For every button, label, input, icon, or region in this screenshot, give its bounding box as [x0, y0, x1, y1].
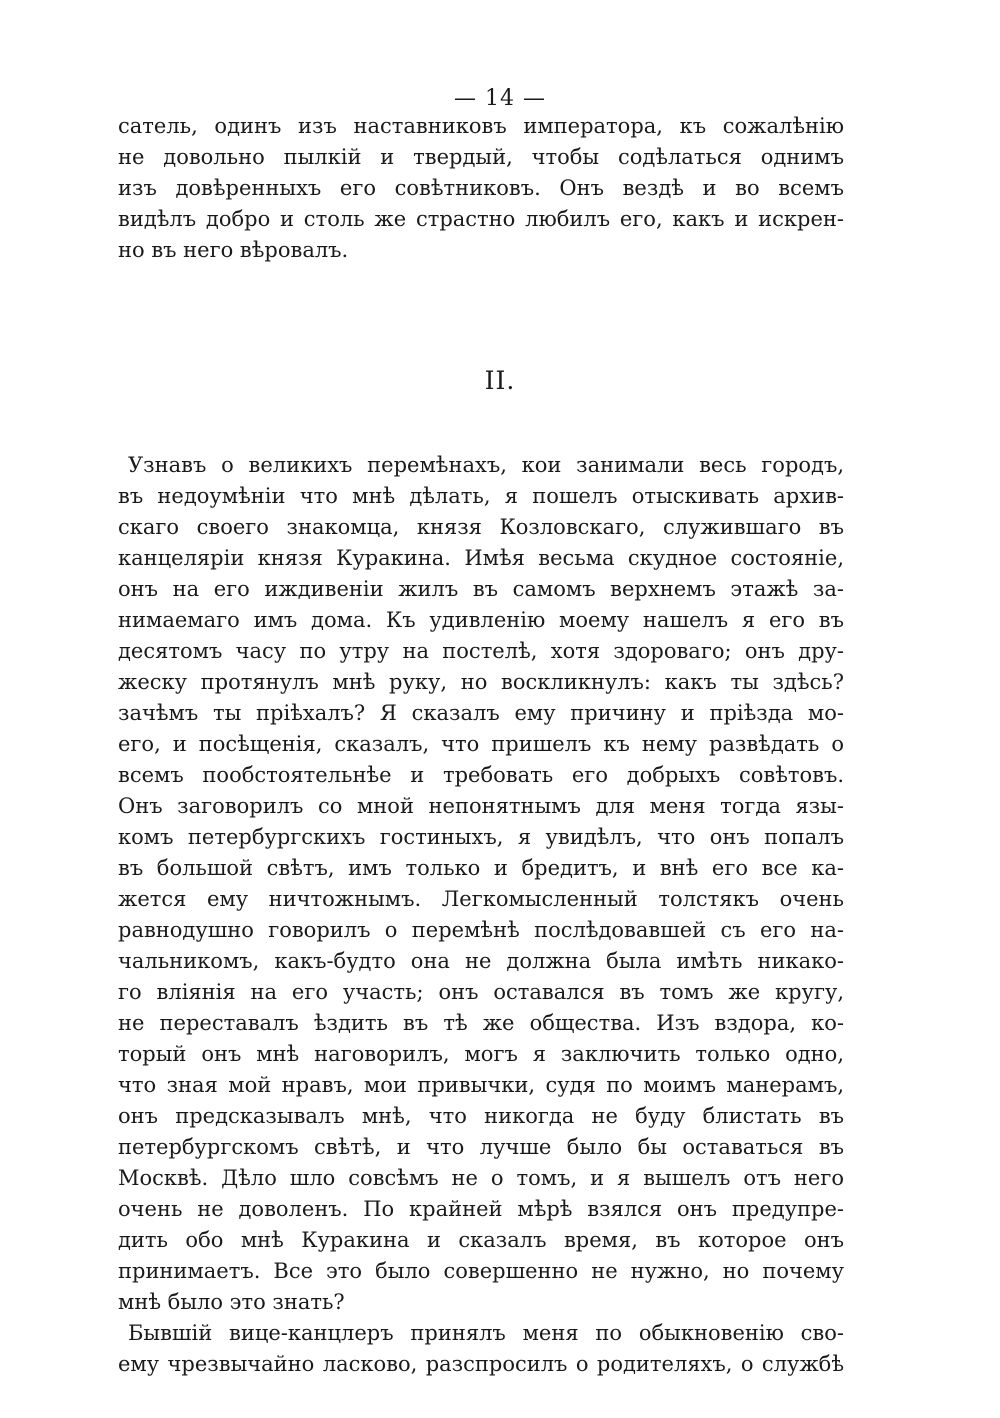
text-line: очень не доволенъ. По крайней мѣрѣ взялся онъ предупре- [118, 1197, 844, 1221]
text-line: канцеляріи князя Куракина. Имѣя весьма скудное состояніе, [118, 546, 844, 570]
text-line: торый онъ мнѣ наговорилъ, могъ я заключить только одно, [118, 1042, 844, 1066]
text-line: что зная мой нравъ, мои привычки, судя по моимъ манерамъ, [118, 1073, 844, 1097]
chapter-body [118, 450, 844, 1380]
text-line: десятомъ часу по утру на постелѣ, хотя здороваго; онъ дру- [118, 639, 844, 663]
text-line: въ недоумѣніи что мнѣ дѣлать, я пошелъ отыскивать архив- [118, 484, 844, 508]
text-line: равнодушно говорилъ о перемѣнѣ послѣдовавшей съ его на- [118, 918, 844, 942]
text-line: петербургскомъ свѣтѣ, и что лучше было бы оставаться въ [118, 1135, 844, 1159]
page-number: — 14 — [454, 86, 546, 111]
text-line: онъ предсказывалъ мнѣ, что никогда не буду блистать въ [118, 1104, 844, 1128]
text-line: Онъ заговорилъ со мной непонятнымъ для меня тогда язы- [118, 794, 844, 818]
text-line: въ большой свѣтъ, имъ только и бредитъ, и внѣ его все ка- [118, 856, 844, 880]
text-line: принимаетъ. Все это было совершенно не нужно, но почему [118, 1259, 844, 1283]
text-line: го вліянія на его участь; онъ оставался въ томъ же кругу, [118, 980, 844, 1004]
text-line: всемъ пообстоятельнѣе и требовать его добрыхъ совѣтовъ. [118, 763, 844, 787]
text-line: скаго своего знакомца, князя Козловскаго, служившаго въ [118, 515, 844, 539]
text-line: видѣлъ добро и столь же страстно любилъ его, какъ и искрен- [118, 207, 844, 231]
text-line: жется ему ничтожнымъ. Легкомысленный толстякъ очень [118, 887, 844, 911]
intro-paragraph [118, 111, 844, 266]
chapter-heading: II. [484, 366, 516, 395]
text-line: зачѣмъ ты пріѣхалъ? Я сказалъ ему причину и пріѣзда мо- [118, 701, 844, 725]
text-line: дить обо мнѣ Куракина и сказалъ время, въ которое онъ [118, 1228, 844, 1252]
text-line: его, и посѣщенія, сказалъ, что пришелъ къ нему развѣдать о [118, 732, 844, 756]
text-line: Москвѣ. Дѣло шло совсѣмъ не о томъ, и я вышелъ отъ него [118, 1166, 844, 1190]
text-line: сатель, одинъ изъ наставниковъ императора, къ сожалѣнію [118, 114, 844, 138]
text-line: комъ петербургскихъ гостиныхъ, я увидѣлъ, что онъ попалъ [118, 825, 844, 849]
text-line: но въ него вѣровалъ. [118, 238, 349, 262]
text-line: онъ на его иждивеніи жилъ въ самомъ верхнемъ этажѣ за- [118, 577, 844, 601]
text-line: нимаемаго имъ дома. Къ удивленію моему нашелъ я его въ [118, 608, 844, 632]
text-line: изъ довѣренныхъ его совѣтниковъ. Онъ вездѣ и во всемъ [118, 176, 844, 200]
text-line: не довольно пылкій и твердый, чтобы содѣлаться однимъ [118, 145, 844, 169]
text-line: Бывшій вице-канцлеръ принялъ меня по обыкновенію сво- [128, 1321, 844, 1345]
text-line: чальникомъ, какъ-будто она не должна была имѣть никако- [118, 949, 844, 973]
text-line: ему чрезвычайно ласково, разспросилъ о родителяхъ, о службѣ [118, 1352, 844, 1376]
text-line: не переставалъ ѣздить въ тѣ же общества. Изъ вздора, ко- [118, 1011, 844, 1035]
text-line: Узнавъ о великихъ перемѣнахъ, кои занимали весь городъ, [128, 453, 844, 477]
text-line: жеску протянулъ мнѣ руку, но воскликнулъ: какъ ты здѣсь? [118, 670, 844, 694]
text-line: мнѣ было это знать? [118, 1290, 345, 1314]
